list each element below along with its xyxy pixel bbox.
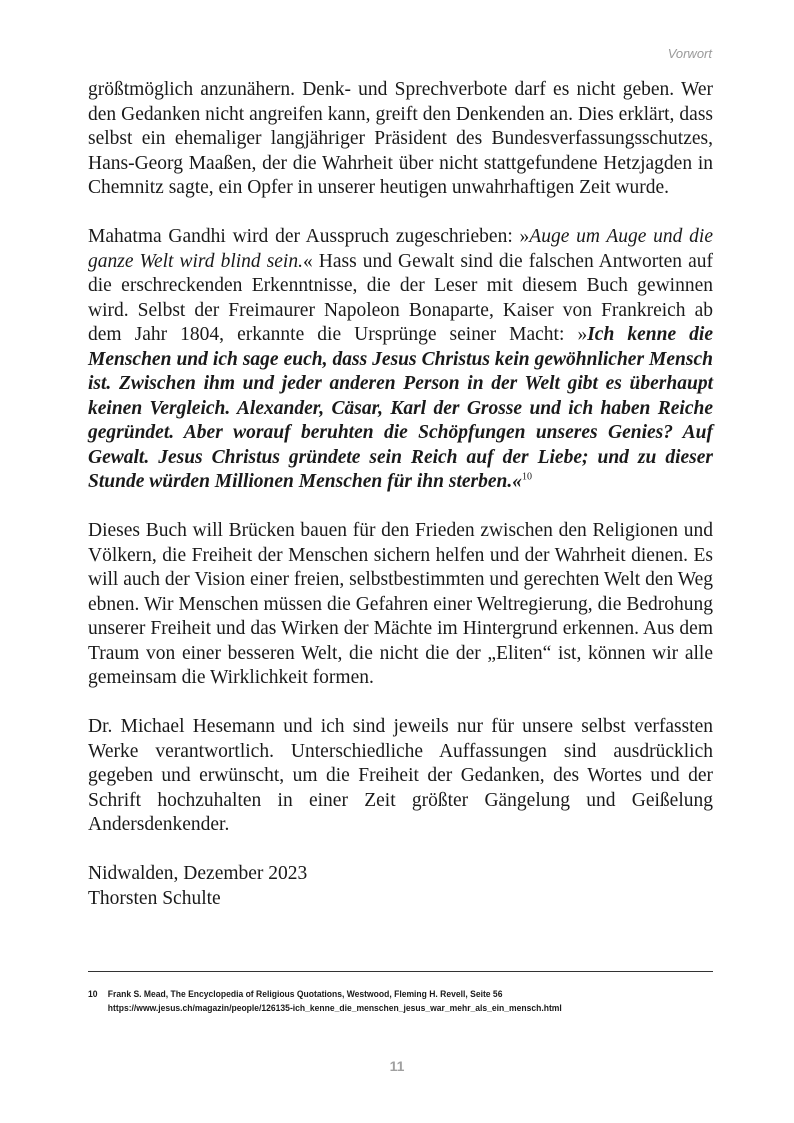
paragraph-3: Dieses Buch will Brücken bauen für den Frieden zwischen den Religionen und Völkern, die Freiheit der Menschen sichern helfen und der Wahrheit dienen. Es will auch der Vision einer freien, selbstbestimmten und gerechten Welt den Weg ebnen. Wir Menschen müssen die Gefahren einer Weltregierung, die Bedrohung unserer Freiheit und das Wirken der Mächte im Hintergrund erkennen. Aus dem Traum von einer besseren Welt, die nicht die der „Eliten“ ist, können wir alle gemeinsam die Wirklichkeit formen. [88, 520, 713, 688]
footnote-url[interactable]: https://www.jesus.ch/magazin/people/126135-ich_kenne_die_menschen_jesus_war_mehr_als_ein_mensch.html [107, 1003, 562, 1014]
signature-author: Thorsten Schulte [88, 887, 221, 909]
page-number: 11 [389, 1058, 405, 1074]
gandhi-quote: Auge um Auge und die ganze Welt wird blind sein. [88, 226, 714, 272]
napoleon-quote: Ich kenne die Menschen und ich sage euch, dass Jesus Christus kein gewöhnlicher Mensch ist. Zwischen ihm und jeder anderen Person in der Welt gibt es überhaupt keinen Vergleich. Alexander, Cäsar, Karl der Grosse und ich haben Reiche gegründet. Aber worauf beruhten die Schöpfungen unseres Genies? Auf Gewalt. Jesus Christus gründete sein Reich auf der Liebe; und zu dieser Stunde würden Millionen Menschen für ihn sterben. [88, 324, 713, 492]
footnote-citation: Frank S. Mead, The Encyclopedia of Religious Quotations, Westwood, Fleming H. Revell, Seite 56 [107, 989, 503, 1000]
main-text [88, 78, 713, 911]
paragraph-1: größtmöglich anzunähern. Denk- und Sprechverbote darf es nicht geben. Wer den Gedanken nicht angreifen kann, greift den Denkenden an. Dies erklärt, dass selbst ein ehemaliger langjähriger Präsident des Bundesverfassungsschutzes, Hans-Georg Maaßen, der die Wahrheit über nicht stattgefundene Hetzjagden in Chemnitz sagte, ein Opfer in unserer heutigen unwahrhaftigen Zeit wurde. [88, 79, 713, 198]
footnote-divider [88, 971, 713, 972]
running-header: Vorwort [667, 46, 712, 61]
signature-place-date: Nidwalden, Dezember 2023 [88, 863, 308, 884]
gandhi-intro: Mahatma Gandhi wird der Ausspruch zugeschrieben: » [88, 226, 530, 247]
paragraph-4: Dr. Michael Hesemann und ich sind jeweils nur für unsere selbst verfassten Werke verantwortlich. Unterschiedliche Auffassungen sind ausdrücklich gegeben und erwünscht, um die Freiheit der Gedanken, des Wortes und der Schrift hochzuhalten in einer Zeit größter Gängelung und Geißelung Andersdenkender. [88, 716, 713, 835]
footnote-citation-line [88, 988, 664, 1002]
paragraph-2 [88, 225, 713, 495]
napoleon-intro: « Hass und Gewalt sind die falschen Antworten auf die erschreckenden Erkenntnisse, die der Leser mit diesem Buch gewinnen wird. Selbst der Freimaurer Napoleon Bonaparte, Kaiser von Frankreich ab dem Jahr 1804, erkannte die Ursprünge seiner Macht: » [88, 250, 713, 345]
quote-close: « [512, 471, 522, 492]
footnote-reference[interactable]: 10 [522, 471, 532, 483]
footnote [88, 988, 664, 1016]
footnote-number: 10 [88, 989, 98, 1000]
